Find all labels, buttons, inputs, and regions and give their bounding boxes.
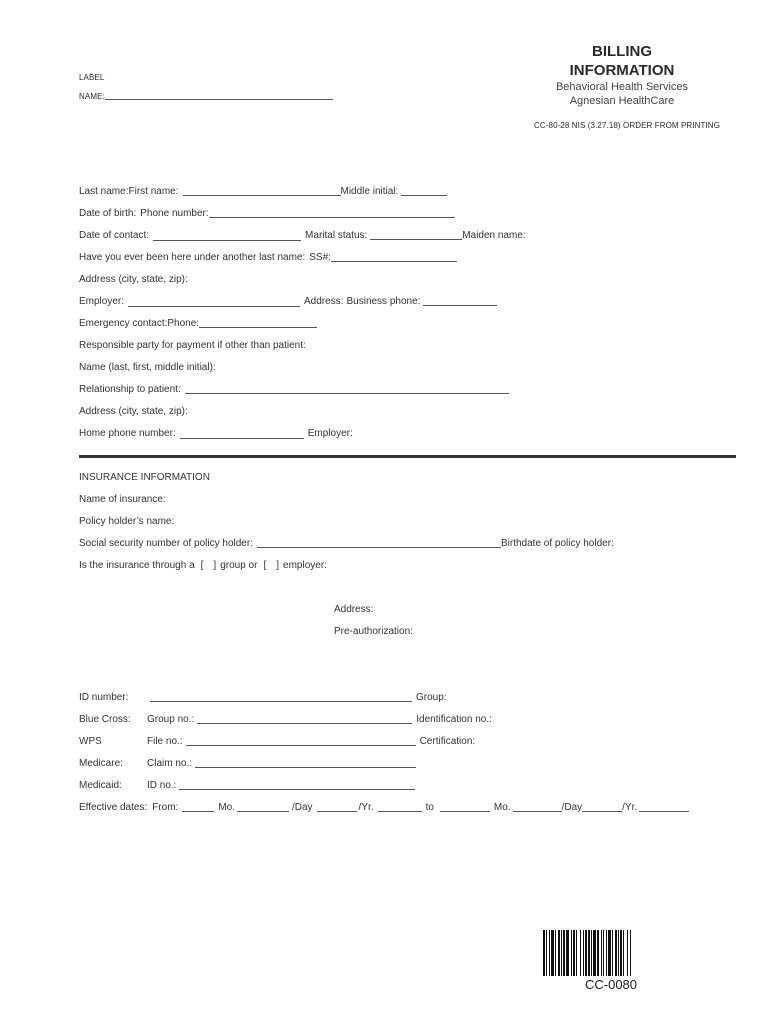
file-no-field[interactable] xyxy=(186,735,416,746)
row-policy-ssn xyxy=(79,535,729,549)
from-day-label: /Day xyxy=(291,802,313,813)
label-caption: LABEL xyxy=(79,73,105,82)
row-responsible-name xyxy=(79,359,729,373)
employer-field[interactable] xyxy=(128,296,300,307)
row-insurance-through xyxy=(79,557,729,571)
employer-checkbox[interactable] xyxy=(263,560,279,571)
employer-box-open: [ xyxy=(263,560,267,571)
name-label: NAME: xyxy=(79,92,105,101)
dob-label: Date of birth: xyxy=(79,208,137,219)
policy-ssn-label: Social security number of policy holder: xyxy=(79,538,253,549)
section-divider xyxy=(79,455,736,458)
emergency-contact-label: Emergency contact: xyxy=(79,318,168,329)
row-home-phone xyxy=(79,425,729,439)
insurance-address-label: Address: xyxy=(334,604,374,615)
id-no-field[interactable] xyxy=(179,779,415,790)
form-title-line2: INFORMATION xyxy=(569,62,675,79)
row-wps xyxy=(79,733,729,747)
row-insurance-heading xyxy=(79,469,729,483)
responsible-name-label: Name (last, first, middle initial): xyxy=(79,362,216,373)
form-title-line1: BILLING xyxy=(592,43,652,60)
employer-address-label: Address: xyxy=(304,296,344,307)
date-of-contact-field[interactable] xyxy=(153,230,301,241)
row-address xyxy=(79,271,729,285)
row-blue-cross xyxy=(79,711,729,725)
employer-label: Employer: xyxy=(79,296,125,307)
from-mo-label: Mo. xyxy=(218,802,235,813)
insurance-through-label: Is the insurance through a xyxy=(79,560,195,571)
home-phone-field[interactable] xyxy=(180,428,304,439)
row-id-number xyxy=(79,689,729,703)
barcode-image xyxy=(543,930,679,976)
ss-label: SS#: xyxy=(309,252,331,263)
claim-no-field[interactable] xyxy=(195,757,416,768)
group-or-label: group or xyxy=(220,560,258,571)
first-name-label: First name: xyxy=(128,186,179,197)
name-label-row xyxy=(79,92,333,101)
file-no-label: File no.: xyxy=(147,736,183,747)
from-field[interactable] xyxy=(182,801,214,812)
business-phone-label: Business phone: xyxy=(346,296,421,307)
org-line1: Behavioral Health Services xyxy=(555,81,689,93)
middle-initial-field[interactable] xyxy=(401,185,447,196)
id-number-label: ID number: xyxy=(79,692,129,703)
relationship-label: Relationship to patient: xyxy=(79,384,181,395)
to-mo-label: Mo. xyxy=(493,802,511,813)
barcode-bar xyxy=(631,930,632,976)
group-box-close: ] xyxy=(213,560,217,571)
effective-dates-label: Effective dates: xyxy=(79,802,148,813)
home-phone-label: Home phone number: xyxy=(79,428,176,439)
form-reference: CC-80-28 NIS (3.27.18) ORDER FROM PRINTING xyxy=(534,121,721,130)
first-name-field[interactable] xyxy=(183,185,341,196)
group-checkbox[interactable] xyxy=(201,560,217,571)
preauth-label: Pre-authorization: xyxy=(334,626,413,637)
row-contact xyxy=(79,227,729,241)
insurance-name-label: Name of insurance: xyxy=(79,494,166,505)
to-day-label: /Day xyxy=(561,802,583,813)
row-effective-dates xyxy=(79,799,729,813)
org-line2: Agnesian HealthCare xyxy=(569,95,675,107)
row-insurance-address xyxy=(334,601,729,615)
to-mo-field[interactable] xyxy=(513,801,562,812)
middle-initial-label: Middle initial: xyxy=(340,186,399,197)
business-phone-field[interactable] xyxy=(423,295,497,306)
relationship-field[interactable] xyxy=(185,383,509,394)
policy-ssn-field[interactable] xyxy=(257,537,501,548)
id-no-label: ID no.: xyxy=(147,780,177,791)
group-no-field[interactable] xyxy=(197,713,412,724)
from-day-field[interactable] xyxy=(317,801,357,812)
emergency-phone-field[interactable] xyxy=(199,317,317,328)
id-number-field[interactable] xyxy=(150,691,412,702)
to-field[interactable] xyxy=(440,801,490,812)
row-policy-holder xyxy=(79,513,729,527)
row-names xyxy=(79,183,729,197)
wps-label: WPS xyxy=(79,736,102,747)
date-of-contact-label: Date of contact: xyxy=(79,230,150,241)
row-emergency xyxy=(79,315,729,329)
to-yr-field[interactable] xyxy=(639,801,689,812)
row-responsible-heading xyxy=(79,337,729,351)
row-preauth xyxy=(334,623,729,637)
row-preauth-extra xyxy=(338,645,729,659)
responsible-heading: Responsible party for payment if other than patient: xyxy=(79,340,306,351)
barcode-caption: CC-0080 xyxy=(584,977,638,992)
row-medicare xyxy=(79,755,729,769)
group-no-label: Group no.: xyxy=(147,714,195,725)
insurance-employer-label: employer: xyxy=(283,560,327,571)
claim-no-label: Claim no.: xyxy=(147,758,193,769)
group-box-open: [ xyxy=(200,560,204,571)
row-employer xyxy=(79,293,729,307)
name-line[interactable] xyxy=(105,92,333,100)
to-label: to xyxy=(425,802,434,813)
policy-holder-label: Policy holder’s name: xyxy=(79,516,175,527)
from-yr-label: /Yr. xyxy=(358,802,374,813)
identification-no-label: Identification no.: xyxy=(416,714,492,725)
from-yr-field[interactable] xyxy=(378,801,422,812)
blue-cross-label: Blue Cross: xyxy=(79,714,131,725)
ss-field[interactable] xyxy=(331,251,457,262)
group-label: Group: xyxy=(416,692,447,703)
employer-box-close: ] xyxy=(276,560,280,571)
insurance-heading: INSURANCE INFORMATION xyxy=(79,472,210,483)
certification-label: Certification: xyxy=(419,736,476,747)
marital-status-field[interactable] xyxy=(370,229,462,240)
phone-number-label: Phone number: xyxy=(140,208,209,219)
from-label: From: xyxy=(152,802,179,813)
emergency-phone-label: Phone: xyxy=(167,318,200,329)
responsible-employer-label: Employer: xyxy=(307,428,353,439)
responsible-address-label: Address (city, state, zip): xyxy=(79,406,188,417)
phone-number-field[interactable] xyxy=(209,207,455,218)
other-name-label: Have you ever been here under another last name: xyxy=(79,252,306,263)
address-label: Address (city, state, zip): xyxy=(79,274,188,285)
medicaid-label: Medicaid: xyxy=(79,780,122,791)
last-name-label: Last name: xyxy=(79,186,129,197)
row-insurance-name xyxy=(79,491,729,505)
medicare-label: Medicare: xyxy=(79,758,123,769)
row-other-name xyxy=(79,249,729,263)
to-day-field[interactable] xyxy=(582,801,622,812)
to-yr-label: /Yr. xyxy=(622,802,638,813)
marital-status-label: Marital status: xyxy=(305,230,368,241)
row-dob xyxy=(79,205,729,219)
maiden-name-label: Maiden name: xyxy=(462,230,526,241)
row-medicaid xyxy=(79,777,729,791)
row-responsible-address xyxy=(79,403,723,417)
row-relationship xyxy=(79,381,729,395)
policy-birthdate-label: Birthdate of policy holder: xyxy=(500,538,614,549)
from-mo-field[interactable] xyxy=(237,801,289,812)
